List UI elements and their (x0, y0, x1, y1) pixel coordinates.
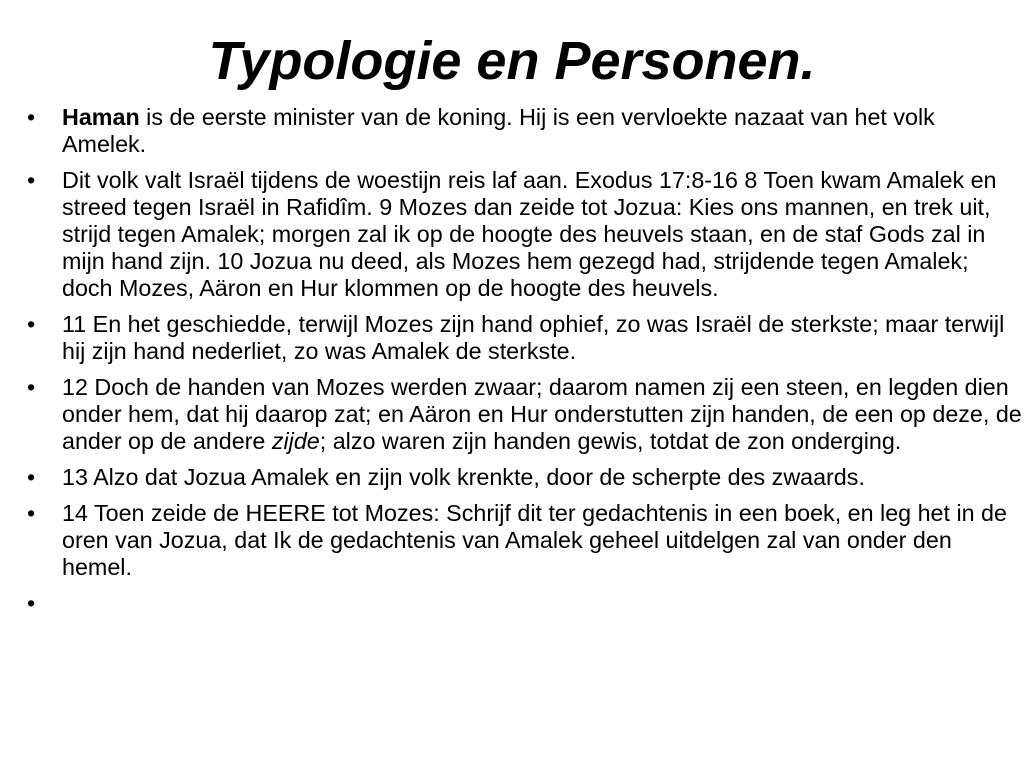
bullet-text: 11 En het geschiedde, terwijl Mozes zijn hand ophief, zo was Israël de sterkste; maar terwijl hij zijn hand nederliet, zo was Amalek de sterkste. (62, 311, 1005, 364)
bullet-dot: • (27, 167, 36, 193)
bullet-text: Dit volk valt Israël tijdens de woestijn reis laf aan. Exodus 17:8-16 8 Toen kwam Amalek en streed tegen Israël in Rafidîm. 9 Mozes dan zeide tot Jozua: Kies ons mannen, en trek uit, strijd tegen Amalek; morgen zal ik op de hoogte des heuvels staan, en de staf Gods zal in mijn hand zijn. 10 Jozua nu deed, als Mozes hem gezegd had, strijdende tegen Amalek; doch Mozes, Aäron en Hur klommen op de hoogte des heuvels. (62, 167, 997, 301)
bullet-item (24, 104, 1024, 158)
bullet-dot: • (27, 590, 36, 616)
bullet-item (24, 167, 1024, 302)
bullet-item (24, 374, 1024, 455)
bullet-text: 13 Alzo dat Jozua Amalek en zijn volk krenkte, door de scherpte des zwaards. (62, 464, 865, 490)
bullet-text: is de eerste minister van de koning. Hij is een vervloekte nazaat van het volk Amelek. (62, 104, 935, 157)
bullet-text: 12 Doch de handen van Mozes werden zwaar; daarom namen zij een steen, en legden dien onder hem, dat hij daarop zat; en Aäron en Hur onderstutten zijn handen, de een op deze, de ander op de andere (62, 374, 1022, 454)
bullet-item (24, 500, 1024, 581)
bullet-text: ; alzo waren zijn handen gewis, totdat de zon onderging. (319, 428, 902, 454)
bullet-dot: • (27, 464, 36, 490)
bullet-list (24, 104, 1024, 626)
bullet-item (24, 464, 1024, 491)
bullet-dot: • (27, 500, 36, 526)
bullet-dot: • (27, 104, 36, 130)
bullet-item (24, 590, 1024, 617)
bullet-dot: • (27, 374, 36, 400)
bullet-text-bold: Haman (62, 104, 140, 130)
bullet-item (24, 311, 1024, 365)
bullet-text-italic: zijde (271, 428, 320, 454)
bullet-text: 14 Toen zeide de HEERE tot Mozes: Schrijf dit ter gedachtenis in een boek, en leg het in de oren van Jozua, dat Ik de gedachtenis van Amalek geheel uitdelgen zal van onder den hemel. (62, 500, 1007, 580)
slide-title: Typologie en Personen. (208, 31, 816, 91)
bullet-dot: • (27, 311, 36, 337)
